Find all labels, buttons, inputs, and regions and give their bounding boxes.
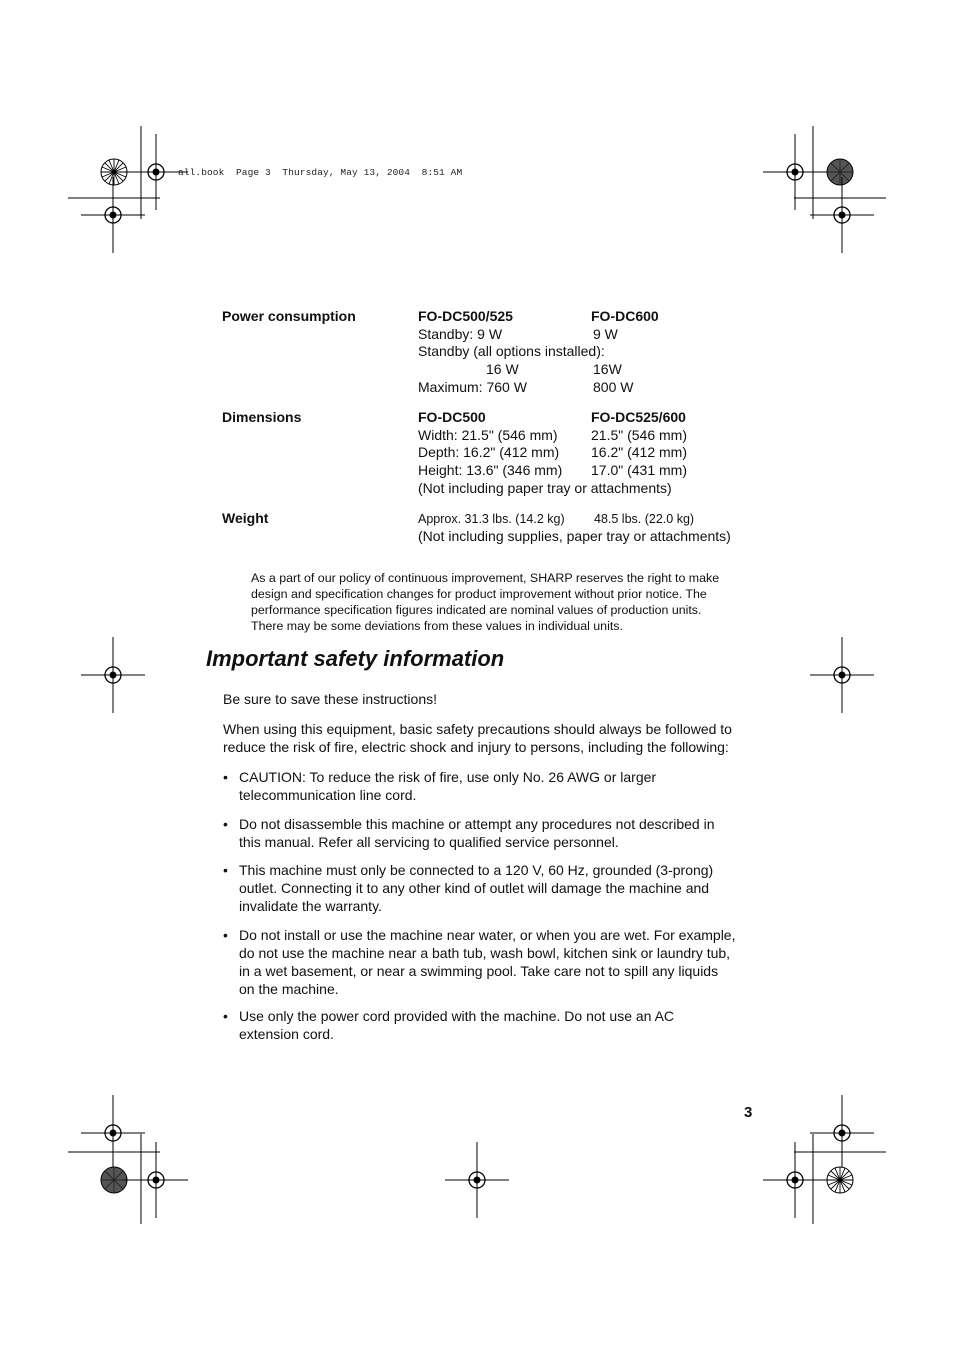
bullet-mark: • [223,862,228,878]
dimensions-depth-2: 16.2" (412 mm) [591,444,688,460]
dimensions-col1-head: FO-DC500 [418,409,486,425]
power-standby-all: Standby (all options installed): [418,343,605,359]
dimensions-col2-head: FO-DC525/600 [591,409,686,425]
bullet-line: on the machine. [239,981,339,997]
power-col2-head: FO-DC600 [591,308,659,324]
lead-paragraph [223,720,732,756]
bullet-line: telecommunication line cord. [239,787,417,803]
dimensions-label: Dimensions [222,409,302,425]
weight-value-2: 48.5 lbs. (22.0 kg) [594,512,695,526]
section-heading: Important safety information [206,646,505,671]
notice-line: There may be some deviations from these values in individual units. [251,619,623,633]
bullet-mark: • [223,1008,228,1024]
bullet-mark: • [223,769,228,785]
weight-note: (Not including supplies, paper tray or attachments) [418,528,731,544]
power-standby-all-2: 16W [593,361,622,377]
bullet-line: in a wet basement, or near a swimming pool. Take care not to spill any liquids [239,963,719,979]
intro-text: Be sure to save these instructions! [223,691,437,707]
bullet-line: Do not install or use the machine near water, or when you are wet. For example, [239,927,736,943]
bullet-line: this manual. Refer all servicing to qualified service personnel. [239,834,619,850]
bullet-mark: • [223,927,228,943]
bullet-line: do not use the machine near a bath tub, wash bowl, kitchen sink or laundry tub, [239,945,731,961]
dimensions-depth-1: Depth: 16.2" (412 mm) [418,444,560,460]
dimensions-height-1: Height: 13.6" (346 mm) [418,462,563,478]
bullet-line: CAUTION: To reduce the risk of fire, use only No. 26 AWG or larger [239,769,657,785]
weight-label: Weight [222,510,269,526]
dimensions-width-2: 21.5" (546 mm) [591,427,688,443]
lead-line: reduce the risk of fire, electric shock and injury to persons, including the following: [223,739,729,755]
dimensions-note: (Not including paper tray or attachments) [418,480,672,496]
power-max-2: 800 W [593,379,634,395]
bullet-line: extension cord. [239,1026,334,1042]
notice-line: design and specification changes for product improvement without prior notice. The [251,587,707,601]
improvement-notice [251,570,751,634]
bullet-line: invalidate the warranty. [239,898,382,914]
bullet-line: Do not disassemble this machine or attempt any procedures not described in [239,816,715,832]
notice-line: performance specification figures indicated are nominal values of production units. [251,603,702,617]
bullet-line: outlet. Connecting it to any other kind of outlet will damage the machine and [239,880,710,896]
print-header: all.book Page 3 Thursday, May 13, 2004 8:51 AM [178,167,463,178]
bullet-mark: • [223,816,228,832]
intro-paragraph [223,690,437,708]
dimensions-height-2: 17.0" (431 mm) [591,462,688,478]
bullet-line: This machine must only be connected to a 120 V, 60 Hz, grounded (3-prong) [239,862,714,878]
power-max-1: Maximum: 760 W [418,379,527,395]
dimensions-width-1: Width: 21.5" (546 mm) [418,427,558,443]
power-standby-2: 9 W [593,326,618,342]
notice-line: As a part of our policy of continuous improvement, SHARP reserves the right to make [251,571,720,585]
weight-value-1: Approx. 31.3 lbs. (14.2 kg) [418,512,565,526]
bullet-line: Use only the power cord provided with the machine. Do not use an AC [239,1008,675,1024]
page-number: 3 [744,1104,753,1121]
power-label: Power consumption [222,308,356,324]
power-standby-1: Standby: 9 W [418,326,503,342]
power-col1-head: FO-DC500/525 [418,308,513,324]
lead-line: When using this equipment, basic safety precautions should always be followed to [223,721,732,737]
power-standby-all-1: 16 W [486,361,519,377]
